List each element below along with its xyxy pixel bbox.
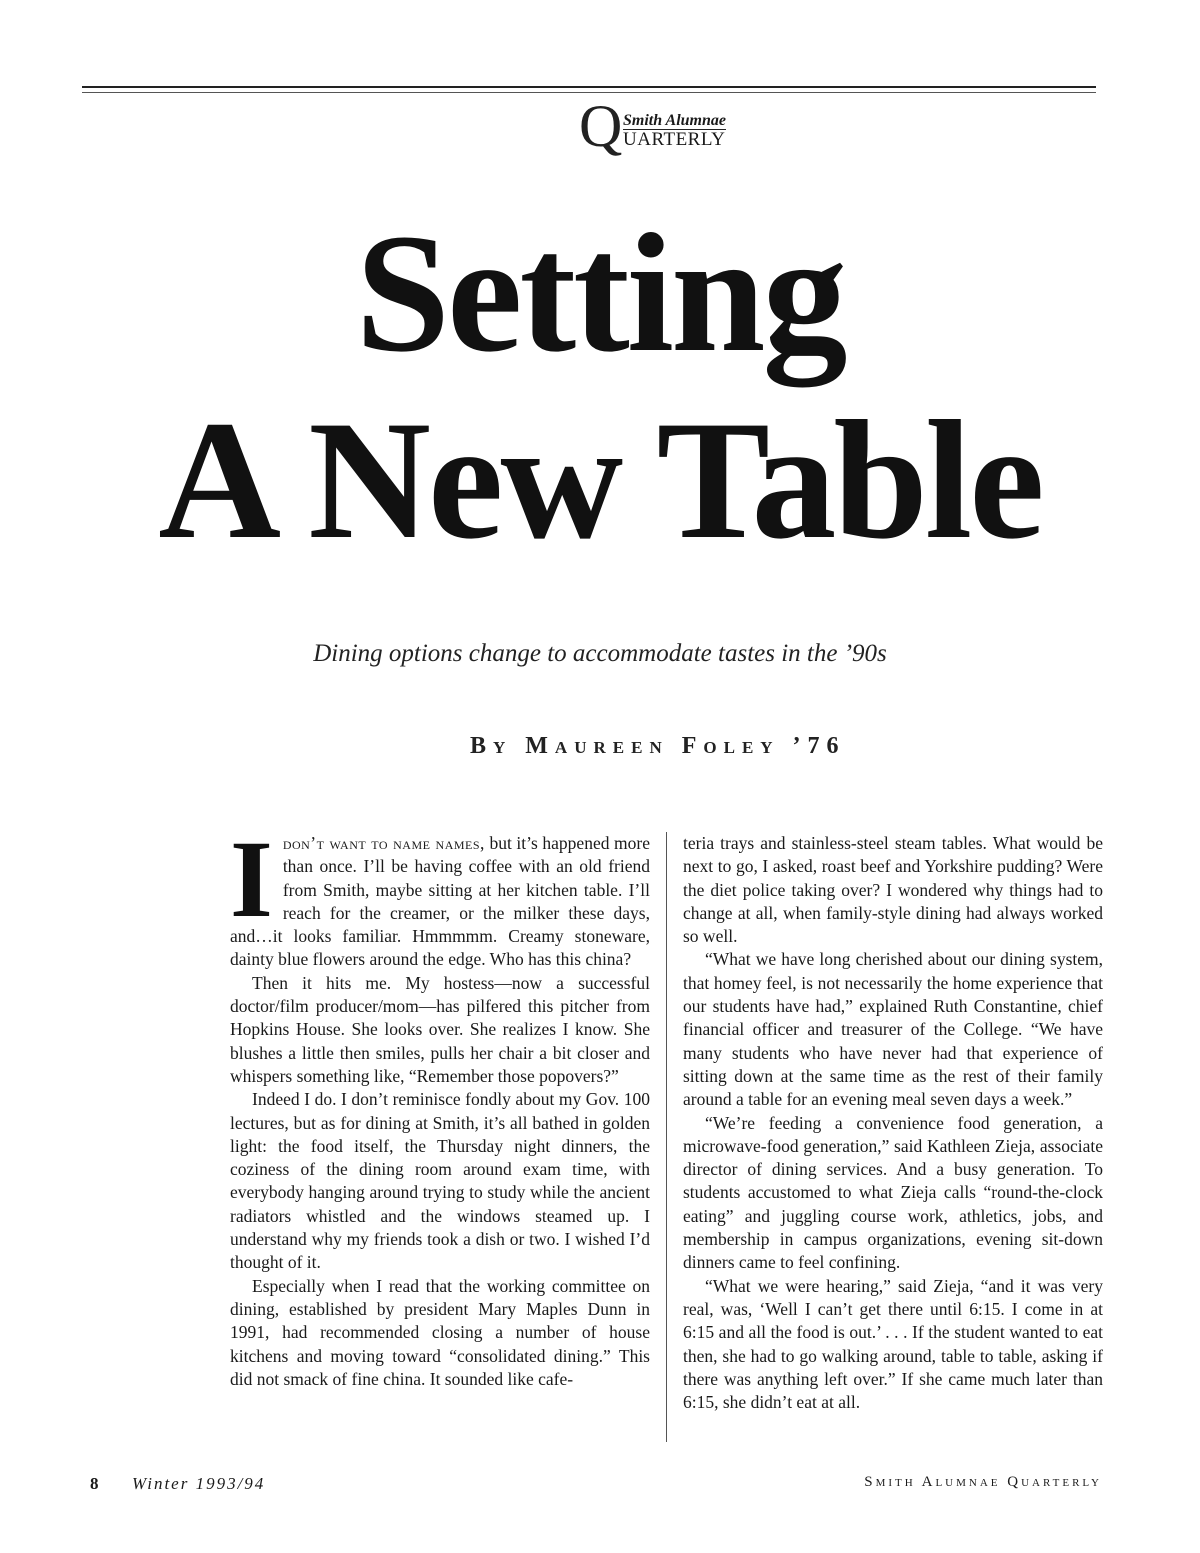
paragraph-4: Especially when I read that the working committee on dining, established by president Mary Maples Dunn in 1991, had recommended closing a number of house kitchens and moving toward “consolidated dining.” This did not smack of fine china. It sounded like cafe- bbox=[230, 1275, 650, 1389]
masthead-logo bbox=[579, 93, 779, 162]
paragraph-1-text: but it’s happened more than once. I’ll be having coffee with an old friend from Smith, maybe sitting at her kitchen table. I’ll reach for the creamer, or the milker these days, and…it looks familiar. Hmmmmm. Creamy stoneware, dainty blue flowers around the edge. Who has this china? bbox=[230, 833, 650, 970]
headline-line-1: Setting bbox=[355, 199, 845, 387]
top-rule bbox=[82, 86, 1096, 88]
drop-cap: I bbox=[230, 818, 273, 940]
column-divider bbox=[666, 832, 667, 1442]
deck-subtitle: Dining options change to accommodate tastes in the ’90s bbox=[313, 640, 887, 667]
byline: By Maureen Foley ’76 bbox=[470, 733, 846, 759]
paragraph-5: teria trays and stainless-steel steam tables. What would be next to go, I asked, roast beef and Yorkshire pudding? Were the diet police taking over? I wondered why things had to change at all, when family-style dining had always worked so well. bbox=[683, 833, 1103, 947]
paragraph-3: Indeed I do. I don’t reminisce fondly about my Gov. 100 lectures, but as for dining at Smith, it’s all bathed in golden light: the food itself, the Thursday night dinners, the coziness of the dining room around exam time, with everybody hanging around trying to study while the ancient radiators whistled and the windows steamed up. I understand why my friends took a dish or two. I wished I’d thought of it. bbox=[230, 1089, 650, 1273]
headline-line-2: A New Table bbox=[158, 386, 1042, 574]
masthead-big: UARTERLY bbox=[623, 129, 726, 150]
paragraph-1 bbox=[230, 818, 650, 972]
article-column-left bbox=[230, 818, 650, 1391]
publication-name: Smith Alumnae Quarterly bbox=[864, 1474, 1102, 1490]
paragraph-7: “We’re feeding a convenience food generation, a microwave-food generation,” said Kathleen Zieja, associate director of dining services. And a busy generation. To students accustomed to what Zieja calls “round-the-clock eating” and juggling course work, athletics, jobs, and membership in campus organizations, evening sit-down dinners came to feel confining. bbox=[683, 1112, 1103, 1273]
article-column-right bbox=[683, 832, 1103, 1414]
issue-date: Winter 1993/94 bbox=[132, 1474, 266, 1493]
masthead-small: Smith Alumnae bbox=[623, 112, 726, 129]
paragraph-6: “What we have long cherished about our dining system, that homey feel, is not necessarily the home experience that our students have had,” explained Ruth Constantine, chief financial officer and treasurer of the College. “We have many students who have never had that experience of sitting down at the same time as the rest of their family around a table for an evening meal seven days a week.” bbox=[683, 949, 1103, 1110]
lead-in: don’t want to name names, bbox=[282, 833, 485, 853]
paragraph-2: Then it hits me. My hostess—now a successful doctor/film producer/mom—has pilfered this pitcher from Hopkins House. She looks over. She realizes I know. She blushes a little then smiles, pulls her chair a bit closer and whispers something like, “Remember those popovers?” bbox=[230, 972, 650, 1086]
page-number: 8 bbox=[90, 1474, 99, 1493]
masthead-q: Q bbox=[579, 93, 623, 159]
paragraph-8: “What we were hearing,” said Zieja, “and it was very real, was, ‘Well I can’t get there until 6:15. I come in at 6:15 and all the food is out.’ . . . If the student wanted to eat then, she had to go walking around, table to table, asking if there was anything left over.” If she came much later than 6:15, she didn’t eat at all. bbox=[683, 1275, 1103, 1413]
